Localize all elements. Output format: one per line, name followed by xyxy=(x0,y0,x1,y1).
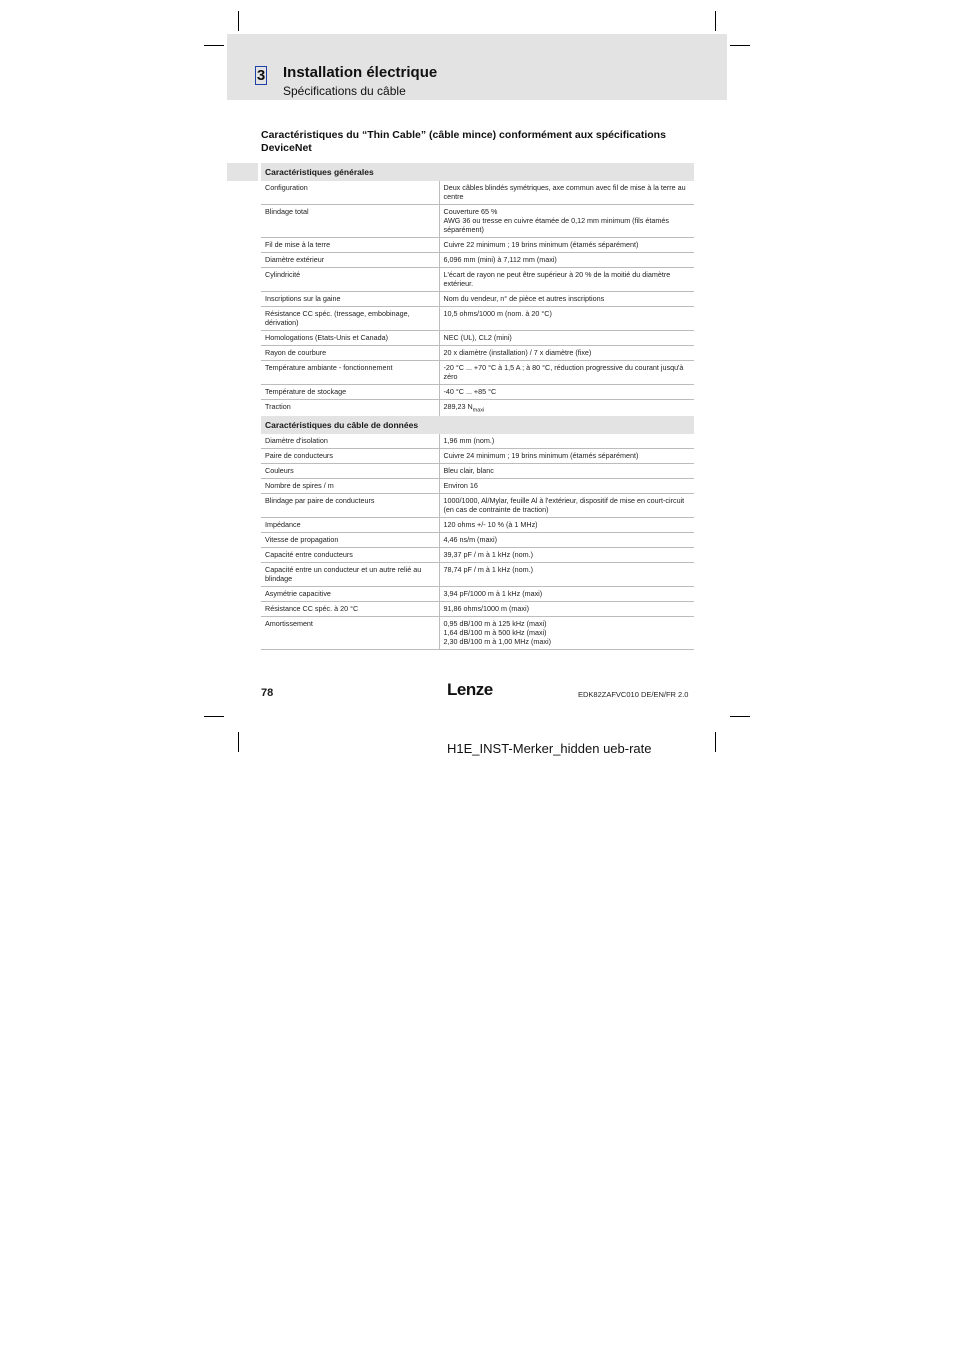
row-value: NEC (UL), CL2 (mini) xyxy=(439,331,694,346)
table-row xyxy=(261,253,694,268)
row-label: Inscriptions sur la gaine xyxy=(261,292,439,307)
traction-value: 289,23 N xyxy=(443,402,473,411)
row-label: Impédance xyxy=(261,518,439,533)
page-number: 78 xyxy=(261,687,274,699)
row-value: -40 °C ... +85 °C xyxy=(439,385,694,400)
row-label: Couleurs xyxy=(261,464,439,479)
row-label: Nombre de spires / m xyxy=(261,479,439,494)
row-label: Résistance CC spéc. à 20 °C xyxy=(261,602,439,617)
row-value: 3,94 pF/1000 m à 1 kHz (maxi) xyxy=(439,587,694,602)
crop-mark xyxy=(204,45,224,46)
row-label: Asymétrie capacitive xyxy=(261,587,439,602)
table-row xyxy=(261,268,694,292)
row-label: Fil de mise à la terre xyxy=(261,238,439,253)
row-label: Amortissement xyxy=(261,617,439,650)
row-label: Configuration xyxy=(261,181,439,205)
row-value: 6,096 mm (mini) à 7,112 mm (maxi) xyxy=(439,253,694,268)
row-value: Nom du vendeur, n° de pièce et autres inscriptions xyxy=(439,292,694,307)
table-row xyxy=(261,434,694,449)
row-value: Environ 16 xyxy=(439,479,694,494)
table-header: Caractéristiques générales xyxy=(261,163,694,181)
page-title: Installation électrique xyxy=(283,64,438,81)
row-label: Homologations (Etats-Unis et Canada) xyxy=(261,331,439,346)
table-row xyxy=(261,385,694,400)
row-value: -20 °C ... +70 °C à 1,5 A ; à 80 °C, réduction progressive du courant jusqu'à zéro xyxy=(439,361,694,385)
row-label: Blindage par paire de conducteurs xyxy=(261,494,439,518)
row-value: 39,37 pF / m à 1 kHz (nom.) xyxy=(439,548,694,563)
row-value: 10,5 ohms/1000 m (nom. à 20 °C) xyxy=(439,307,694,331)
document-reference: EDK82ZAFVC010 DE/EN/FR 2.0 xyxy=(578,690,689,699)
row-value: 0,95 dB/100 m à 125 kHz (maxi) 1,64 dB/100 m à 500 kHz (maxi) 2,30 dB/100 m à 1,00 MHz (maxi) xyxy=(439,617,694,650)
row-value: 4,46 ns/m (maxi) xyxy=(439,533,694,548)
row-value: L'écart de rayon ne peut être supérieur à 20 % de la moitié du diamètre extérieur. xyxy=(439,268,694,292)
crop-mark xyxy=(730,716,750,717)
row-value: 20 x diamètre (installation) / 7 x diamètre (fixe) xyxy=(439,346,694,361)
row-label: Diamètre extérieur xyxy=(261,253,439,268)
table-row xyxy=(261,587,694,602)
row-value: 1000/1000, Al/Mylar, feuille Al à l'extérieur, dispositif de mise en court-circuit (en cas de contrainte de traction) xyxy=(439,494,694,518)
table-row xyxy=(261,205,694,238)
table-row xyxy=(261,533,694,548)
row-label: Vitesse de propagation xyxy=(261,533,439,548)
table-row xyxy=(261,518,694,533)
row-label: Température de stockage xyxy=(261,385,439,400)
table-row xyxy=(261,238,694,253)
data-cable-characteristics-table xyxy=(261,416,694,650)
table-row xyxy=(261,361,694,385)
table-row xyxy=(261,494,694,518)
crop-mark xyxy=(730,45,750,46)
row-value: Cuivre 24 minimum ; 19 brins minimum (étamés séparément) xyxy=(439,449,694,464)
row-value: Couverture 65 % AWG 36 ou tresse en cuivre étamée de 0,12 mm minimum (fils étamés séparément) xyxy=(439,205,694,238)
row-label: Capacité entre un conducteur et un autre relié au blindage xyxy=(261,563,439,587)
row-value: 1,96 mm (nom.) xyxy=(439,434,694,449)
row-value: Cuivre 22 minimum ; 19 brins minimum (étamés séparément) xyxy=(439,238,694,253)
table-header: Caractéristiques du câble de données xyxy=(261,416,694,434)
table-row xyxy=(261,602,694,617)
section-heading: Caractéristiques du “Thin Cable” (câble mince) conformément aux spécifications DeviceNet xyxy=(261,129,666,154)
general-characteristics-table xyxy=(261,163,694,419)
row-value: 120 ohms +/- 10 % (à 1 MHz) xyxy=(439,518,694,533)
lenze-logo: Lenze xyxy=(447,680,493,699)
table-row xyxy=(261,181,694,205)
table-row xyxy=(261,292,694,307)
table-row xyxy=(261,346,694,361)
table-row xyxy=(261,331,694,346)
page-subtitle: Spécifications du câble xyxy=(283,84,406,98)
chapter-number: 3 xyxy=(256,67,266,84)
crop-mark xyxy=(204,716,224,717)
margin-tab xyxy=(227,163,258,181)
crop-mark xyxy=(715,11,716,31)
row-label: Blindage total xyxy=(261,205,439,238)
row-label: Diamètre d'isolation xyxy=(261,434,439,449)
table-row xyxy=(261,307,694,331)
table-row xyxy=(261,563,694,587)
row-label: Température ambiante - fonctionnement xyxy=(261,361,439,385)
row-value: 78,74 pF / m à 1 kHz (nom.) xyxy=(439,563,694,587)
row-label: Capacité entre conducteurs xyxy=(261,548,439,563)
traction-subscript: maxi xyxy=(472,407,485,414)
table-row xyxy=(261,449,694,464)
row-label: Cylindricité xyxy=(261,268,439,292)
crop-mark xyxy=(238,732,239,752)
crop-mark xyxy=(238,11,239,31)
row-label: Rayon de courbure xyxy=(261,346,439,361)
table-row xyxy=(261,548,694,563)
marker-text: H1E_INST-Merker_hidden ueb-rate xyxy=(447,741,652,756)
row-label: Paire de conducteurs xyxy=(261,449,439,464)
row-value: Deux câbles blindés symétriques, axe commun avec fil de mise à la terre au centre xyxy=(439,181,694,205)
row-value: Bleu clair, blanc xyxy=(439,464,694,479)
table-row xyxy=(261,464,694,479)
row-label: Résistance CC spéc. (tressage, embobinage, dérivation) xyxy=(261,307,439,331)
row-value: 91,86 ohms/1000 m (maxi) xyxy=(439,602,694,617)
row-label: Traction xyxy=(261,400,439,419)
crop-mark xyxy=(715,732,716,752)
table-row xyxy=(261,617,694,650)
table-row xyxy=(261,479,694,494)
